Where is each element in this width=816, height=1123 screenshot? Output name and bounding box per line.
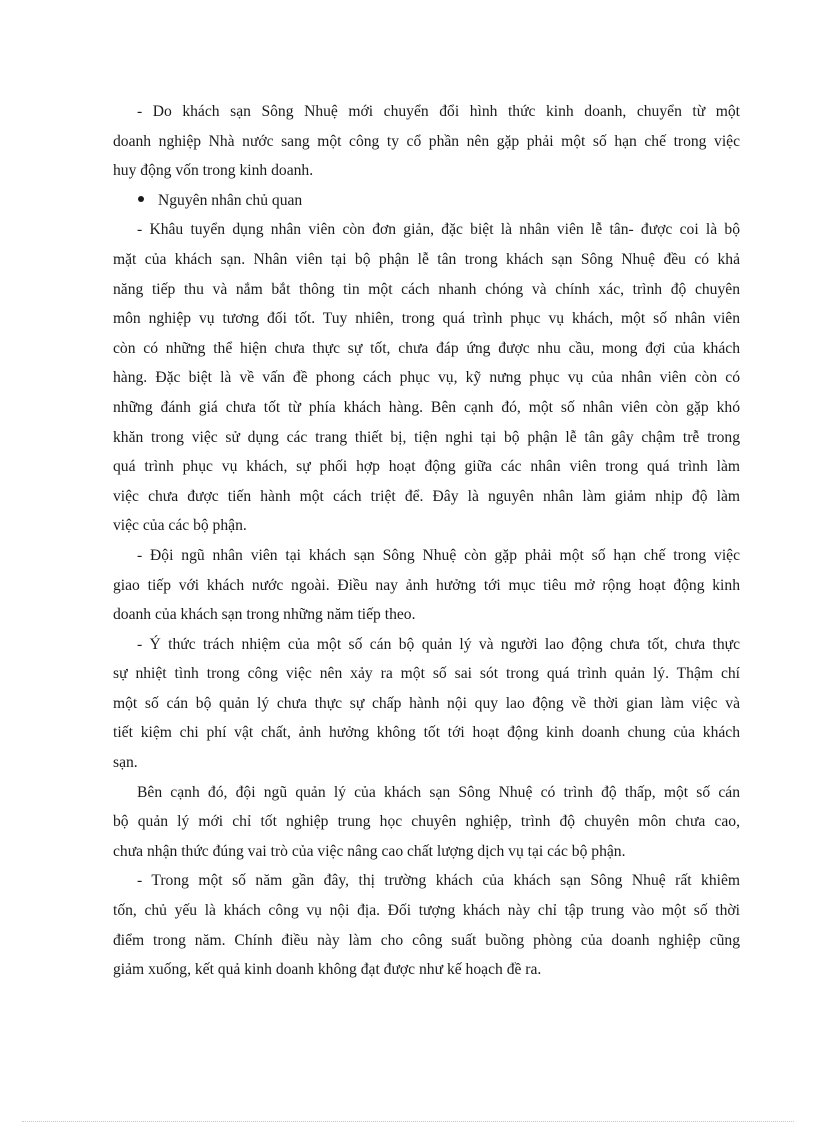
text-line: còn có những thể hiện chưa thực sự tốt, chưa đáp ứng được nhu cầu, mong đợi của khách bbox=[113, 339, 740, 357]
text-line: tốn, chủ yếu là khách công vụ nội địa. Đối tượng khách này chỉ tập trung vào một số thời bbox=[113, 902, 740, 920]
text-line: tiết kiệm chi phí vật chất, ảnh hưởng không tốt tới hoạt động kinh doanh chung của khách bbox=[113, 724, 740, 742]
text-line: hàng. Đặc biệt là về vấn đề phong cách phục vụ, kỹ nưng phục vụ của nhân viên còn có bbox=[113, 369, 740, 387]
text-line: - Do khách sạn Sông Nhuệ mới chuyển đổi hình thức kinh doanh, chuyển từ một bbox=[137, 103, 740, 120]
text-line: sự nhiệt tình trong công việc nên xảy ra một số sai sót trong quá trình quản lý. Thậm chí bbox=[113, 665, 740, 683]
text-line: giảm xuống, kết quả kinh doanh không đạt được như kế hoạch đề ra. bbox=[113, 961, 542, 979]
paragraph-market bbox=[113, 866, 740, 984]
text-line: - Khâu tuyển dụng nhân viên còn đơn giản, đặc biệt là nhân viên lễ tân- được coi là bộ bbox=[137, 221, 740, 239]
paragraph-responsibility bbox=[113, 630, 740, 778]
text-line: huy động vốn trong kinh doanh. bbox=[113, 162, 314, 180]
text-line: môn nghiệp vụ tương đối tốt. Tuy nhiên, trong quá trình phục vụ khách, một số nhân viên bbox=[113, 310, 740, 328]
text-line: bộ quản lý mới chỉ tốt nghiệp trung học chuyên nghiệp, trình độ chuyên môn chưa cao, bbox=[113, 813, 740, 831]
text-line: - Ý thức trách nhiệm của một số cán bộ quản lý và người lao động chưa tốt, chưa thực bbox=[137, 635, 740, 653]
text-line: chưa nhận thức đúng vai trò của việc nâng cao chất lượng dịch vụ tại các bộ phận. bbox=[113, 842, 626, 860]
text-line: những đánh giá chưa tốt từ phía khách hàng. Bên cạnh đó, một số nhân viên còn gặp khó bbox=[113, 398, 740, 416]
text-line: doanh của khách sạn trong những năm tiếp theo. bbox=[113, 606, 416, 624]
text-line: quá trình phục vụ khách, sự phối hợp hoạt động giữa các nhân viên trong quá trình làm bbox=[113, 458, 740, 476]
text-line: Bên cạnh đó, đội ngũ quản lý của khách sạn Sông Nhuệ có trình độ thấp, một số cán bbox=[137, 783, 740, 801]
document-body bbox=[113, 97, 740, 985]
text-line: năng tiếp thu và nắm bắt thông tin một cách nhanh chóng và chính xác, trình độ chuyên bbox=[113, 280, 740, 298]
paragraph-management-level bbox=[113, 778, 740, 867]
text-line: - Đội ngũ nhân viên tại khách sạn Sông Nhuệ còn gặp phải một số hạn chế trong việc bbox=[137, 546, 740, 564]
text-line: một số cán bộ quản lý chưa thực sự chấp hành nội quy lao động về thời gian làm việc và bbox=[113, 694, 740, 712]
text-line: khăn trong việc sử dụng các trang thiết bị, tiện nghi tại bộ phận lễ tân gây chậm trễ trong bbox=[113, 428, 740, 446]
text-line: điểm trong năm. Chính điều này làm cho công suất buồng phòng của doanh nghiệp cũng bbox=[113, 931, 740, 949]
text-line: giao tiếp với khách nước ngoài. Điều nay ảnh hưởng tới mục tiêu mở rộng hoạt động kinh bbox=[113, 576, 740, 594]
bullet-heading bbox=[113, 186, 740, 216]
text-line: sạn. bbox=[113, 754, 138, 772]
text-line: - Trong một số năm gần đây, thị trường khách của khách sạn Sông Nhuệ rất khiêm bbox=[137, 872, 740, 890]
bullet-heading-text: Nguyên nhân chủ quan bbox=[158, 191, 303, 209]
bullet-icon bbox=[138, 196, 144, 202]
text-line: việc của các bộ phận. bbox=[113, 517, 247, 535]
text-line: doanh nghiệp Nhà nước sang một công ty cổ phần nên gặp phải một số hạn chế trong việc bbox=[113, 132, 740, 150]
text-line: mặt của khách sạn. Nhân viên tại bộ phận lễ tân trong khách sạn Sông Nhuệ đều có khả bbox=[113, 250, 740, 268]
text-line: việc chưa được tiến hành một cách triệt để. Đây là nguyên nhân làm giảm nhịp độ làm bbox=[113, 487, 740, 505]
page-bottom-rule bbox=[22, 1121, 794, 1122]
paragraph-recruitment bbox=[113, 215, 740, 541]
paragraph-capital-limitation bbox=[113, 97, 740, 186]
paragraph-foreign-communication bbox=[113, 541, 740, 630]
